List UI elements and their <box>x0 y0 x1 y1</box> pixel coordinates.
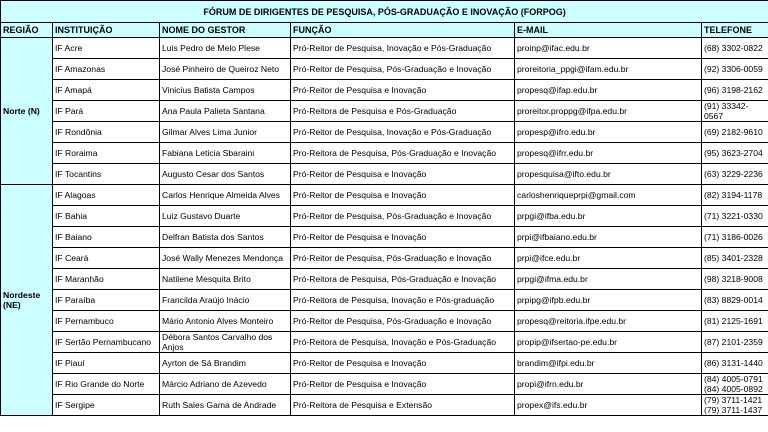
email-cell: propip@ifsertao-pe.edu.br <box>515 332 702 353</box>
function-cell: Pró-Reitora de Pesquisa, Inovação e Pós-graduação <box>291 290 515 311</box>
manager-cell: José Wally Menezes Mendonça <box>160 248 291 269</box>
function-cell: Pró-Reitor de Pesquisa, Inovação e Pós-Graduação <box>291 122 515 143</box>
email-cell: prpi@ifce.edu.br <box>515 248 702 269</box>
phone-cell: (86) 3131-1440 <box>702 353 768 374</box>
email-cell: proinp@ifac.edu.br <box>515 38 702 59</box>
phone-cell: (96) 3198-2162 <box>702 80 768 101</box>
function-cell: Pró-Reitor de Pesquisa, Pós-Graduação e Inovação <box>291 248 515 269</box>
phone-cell: (69) 2182-9610 <box>702 122 768 143</box>
institution-cell: IF Baiano <box>53 227 160 248</box>
function-cell: Pró-Reitor de Pesquisa e Inovação <box>291 227 515 248</box>
table-row <box>1 38 768 59</box>
function-cell: Pró-Reitor de Pesquisa e Inovação <box>291 374 515 395</box>
phone-cell: (87) 2101-2359 <box>702 332 768 353</box>
manager-cell: Ayrton de Sá Brandim <box>160 353 291 374</box>
manager-cell: Márcio Adriano de Azevedo <box>160 374 291 395</box>
function-cell: Pró-Reitora de Pesquisa, Inovação e Pós-Graduação <box>291 332 515 353</box>
email-cell: propesq@reitoria.ifpe.edu.br <box>515 311 702 332</box>
function-cell: Pró-Reitora de Pesquisa e Pós-Graduação <box>291 101 515 122</box>
email-cell: carloshenriqueprpi@gmail.com <box>515 185 702 206</box>
table-row <box>1 80 768 101</box>
phone-cell: (71) 3186-0026 <box>702 227 768 248</box>
region-cell: Nordeste (NE) <box>1 185 53 416</box>
phone-cell: (84) 4005-0791 (84) 4005-0892 <box>702 374 768 395</box>
email-cell: prpgi@ifba.edu.br <box>515 206 702 227</box>
phone-cell: (91) 33342-0567 <box>702 101 768 122</box>
institution-cell: IF Bahia <box>53 206 160 227</box>
email-cell: prpi@ifbaiano.edu.br <box>515 227 702 248</box>
table-row <box>1 395 768 416</box>
function-cell: Pró-Reitor de Pesquisa e Inovação <box>291 353 515 374</box>
table-row <box>1 143 768 164</box>
table-row <box>1 353 768 374</box>
institution-cell: IF Pernambuco <box>53 311 160 332</box>
institution-cell: IF Tocantins <box>53 164 160 185</box>
phone-cell: (79) 3711-1421 (79) 3711-1437 <box>702 395 768 416</box>
table-row <box>1 248 768 269</box>
phone-cell: (82) 3194-1178 <box>702 185 768 206</box>
email-cell: proreitor.proppg@ifpa.edu.br <box>515 101 702 122</box>
table-row <box>1 206 768 227</box>
phone-cell: (83) 8829-0014 <box>702 290 768 311</box>
table-row <box>1 164 768 185</box>
manager-cell: Francilda Araújo Inácio <box>160 290 291 311</box>
header-region: REGIÃO <box>1 23 53 38</box>
institution-cell: IF Sertão Pernambucano <box>53 332 160 353</box>
email-cell: propesq@ifap.edu.br <box>515 80 702 101</box>
email-cell: propesquisa@ifto.edu.br <box>515 164 702 185</box>
function-cell: Pró-Reitor de Pesquisa, Pós-Graduação e Inovação <box>291 206 515 227</box>
function-cell: Pro-Reitora de Pesquisa, Pós-Graduação e Inovação <box>291 143 515 164</box>
function-cell: Pró-Reitor de Pesquisa e Inovação <box>291 164 515 185</box>
manager-cell: Mário Antonio Alves Monteiro <box>160 311 291 332</box>
table-row <box>1 185 768 206</box>
phone-cell: (92) 3306-0059 <box>702 59 768 80</box>
email-cell: proreitoria_ppgi@ifam.edu.br <box>515 59 702 80</box>
phone-cell: (68) 3302-0822 <box>702 38 768 59</box>
table-row <box>1 311 768 332</box>
sheet-title: FÓRUM DE DIRIGENTES DE PESQUISA, PÓS-GRADUAÇÃO E INOVAÇÃO (FORPOG) <box>1 1 768 23</box>
manager-cell: Carlos Henrique Almeida Alves <box>160 185 291 206</box>
manager-cell: Ana Paula Palieta Santana <box>160 101 291 122</box>
manager-cell: Ruth Sales Gama de Andrade <box>160 395 291 416</box>
function-cell: Pró-Reitora de Pesquisa e Extensão <box>291 395 515 416</box>
manager-cell: Augusto Cesar dos Santos <box>160 164 291 185</box>
institution-cell: IF Rondônia <box>53 122 160 143</box>
institution-cell: IF Ceará <box>53 248 160 269</box>
institution-cell: IF Sergipe <box>53 395 160 416</box>
table-row <box>1 59 768 80</box>
manager-cell: Fabiana Leticia Sbaraini <box>160 143 291 164</box>
email-cell: propesq@ifrr.edu.br <box>515 143 702 164</box>
table-row <box>1 290 768 311</box>
function-cell: Pró-Reitor de Pesquisa, Pós-Graduação e Inovação <box>291 311 515 332</box>
region-cell: Norte (N) <box>1 38 53 185</box>
manager-cell: Natilene Mesquita Brito <box>160 269 291 290</box>
manager-cell: Débora Santos Carvalho dos Anjos <box>160 332 291 353</box>
institution-cell: IF Rio Grande do Norte <box>53 374 160 395</box>
manager-cell: Gilmar Alves Lima Junior <box>160 122 291 143</box>
header-function: FUNÇÃO <box>291 23 515 38</box>
institution-cell: IF Amazonas <box>53 59 160 80</box>
institution-cell: IF Roraima <box>53 143 160 164</box>
function-cell: Pró-Reitor de Pesquisa, Inovação e Pós-Graduação <box>291 38 515 59</box>
manager-cell: José Pinheiro de Queiroz Neto <box>160 59 291 80</box>
institution-cell: IF Alagoas <box>53 185 160 206</box>
table-row <box>1 122 768 143</box>
table-row <box>1 269 768 290</box>
function-cell: Pró-Reitora de Pesquisa, Pós-Graduação e Inovação <box>291 269 515 290</box>
phone-cell: (98) 3218-9008 <box>702 269 768 290</box>
manager-cell: Luiz Gustavo Duarte <box>160 206 291 227</box>
phone-cell: (95) 3623-2704 <box>702 143 768 164</box>
institution-cell: IF Pará <box>53 101 160 122</box>
header-manager: NOME DO GESTOR <box>160 23 291 38</box>
header-email: E-MAIL <box>515 23 702 38</box>
manager-cell: Luis Pedro de Melo Plese <box>160 38 291 59</box>
email-cell: brandim@ifpi.edu.br <box>515 353 702 374</box>
email-cell: propi@ifrn.edu.br <box>515 374 702 395</box>
header-row <box>1 23 768 38</box>
function-cell: Pró-Reitor de Pesquisa e Inovação <box>291 80 515 101</box>
phone-cell: (71) 3221-0330 <box>702 206 768 227</box>
table-row <box>1 332 768 353</box>
institution-cell: IF Amapá <box>53 80 160 101</box>
table-row <box>1 101 768 122</box>
email-cell: propesp@ifro.edu.br <box>515 122 702 143</box>
phone-cell: (85) 3401-2328 <box>702 248 768 269</box>
institution-cell: IF Paraíba <box>53 290 160 311</box>
function-cell: Pró-Reitor de Pesquisa, Pós-Graduação e Inovação <box>291 59 515 80</box>
email-cell: prpgi@ifma.edu.br <box>515 269 702 290</box>
phone-cell: (81) 2125-1691 <box>702 311 768 332</box>
header-phone: TELEFONE <box>702 23 768 38</box>
manager-cell: Vinicius Batista Campos <box>160 80 291 101</box>
function-cell: Pró-Reitor de Pesquisa e Inovação <box>291 185 515 206</box>
table-row <box>1 227 768 248</box>
institution-cell: IF Maranhão <box>53 269 160 290</box>
institution-cell: IF Piauí <box>53 353 160 374</box>
header-institution: INSTITUIÇÃO <box>53 23 160 38</box>
email-cell: prpipg@ifpb.edu.br <box>515 290 702 311</box>
institution-cell: IF Acre <box>53 38 160 59</box>
table-row <box>1 374 768 395</box>
manager-cell: Delfran Batista dos Santos <box>160 227 291 248</box>
phone-cell: (63) 3229-2236 <box>702 164 768 185</box>
email-cell: propex@ifs.edu.br <box>515 395 702 416</box>
